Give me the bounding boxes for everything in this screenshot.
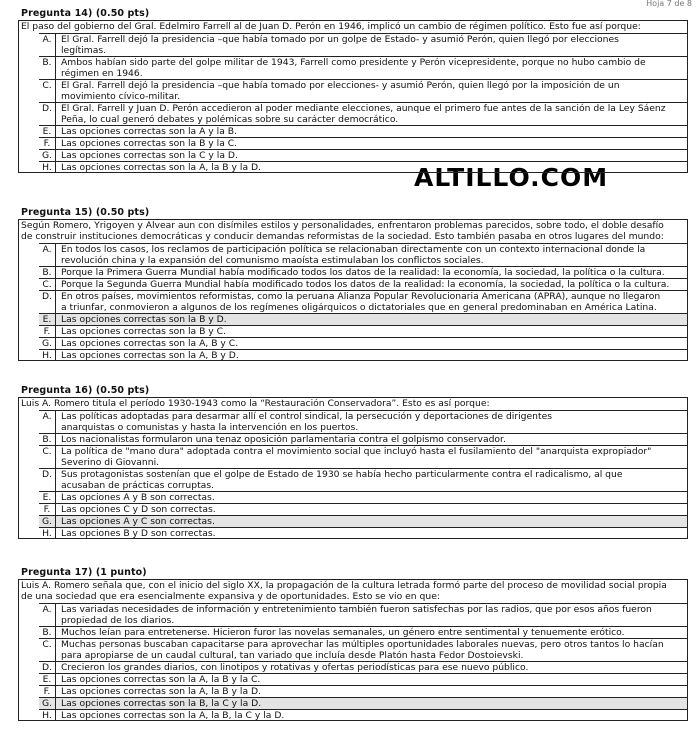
option-letter: D. [39, 469, 56, 491]
question-stem-line: de construir instituciones democráticas y conducir demandas reformistas de la sociedad. Esto también pasaba en otros lugares del mundo: [21, 231, 664, 242]
option-letter: B. [39, 57, 56, 79]
option-letter: H. [39, 710, 56, 721]
question-header: Pregunta 15) (0.50 pts) [21, 207, 150, 218]
option-letter: E. [39, 126, 56, 137]
option-text-line: Porque la Primera Guerra Mundial había modificado todos los datos de la realidad: la economía, la sociedad, la política o la cultura. [61, 267, 665, 278]
option-text-line: Las opciones A y B son correctas. [61, 492, 215, 503]
option-text-line: anarquistas o comunistas y hasta la intervención en los puertos. [61, 422, 359, 433]
option-text-line: Sus protagonistas sostenían que el golpe de Estado de 1930 se había hecho particularmente contra el radicalismo, al que [61, 469, 623, 480]
option-text-line: Ambos habían sido parte del golpe militar de 1943, Farrell como presidente y Perón vicepresidente, porque no hubo cambio de [61, 57, 646, 68]
option-text-line: En todos los casos, los reclamos de participación política se relacionaban directamente con un contexto internacional donde la [61, 244, 646, 255]
option-letter: G. [39, 516, 56, 527]
question-stem-line: El paso del gobierno del Gral. Edelmiro Farrell al de Juan D. Perón en 1946, implicó un cambio de régimen político. Esto fue así porque: [21, 21, 641, 32]
option-text-line: Peña, lo cual generó debates y polémicas sobre su carácter democrático. [61, 114, 399, 125]
option-letter: D. [39, 103, 56, 125]
option-text-line: acusaban de prácticas corruptas. [61, 480, 215, 491]
option-letter: E. [39, 674, 56, 685]
option-letter: D. [39, 291, 56, 313]
option-letter: F. [39, 504, 56, 515]
answer-option[interactable] [39, 661, 687, 673]
option-text-line: Muchos leían para entretenerse. Hicieron furor las novelas semanales, un género entre sentimental y tenuemente erótico. [61, 627, 625, 638]
option-text-line: La política de "mano dura" adoptada contra el movimiento social que incluyó hasta el fusilamiento del "anarquista expropiador" [61, 446, 652, 457]
option-letter: C. [39, 639, 56, 661]
question-header: Pregunta 14) (0.50 pts) [21, 8, 150, 19]
answer-option[interactable] [39, 673, 687, 685]
option-text-line: Porque la Segunda Guerra Mundial había modificado todos los datos de la realidad: la economía, la sociedad, la política o la cultura. [61, 279, 670, 290]
option-text-line: legítimas. [61, 45, 107, 56]
option-text-line: Muchas personas buscaban capacitarse para aprovechar las múltiples oportunidades laborales nuevas, pero otros tantos lo hacían [61, 639, 664, 650]
answer-option[interactable] [39, 325, 687, 337]
option-text-line: Las opciones correctas son la C y la D. [61, 150, 238, 161]
question-header: Pregunta 17) (1 punto) [21, 567, 147, 578]
answer-option[interactable] [39, 515, 687, 527]
option-letter: B. [39, 434, 56, 445]
option-letter: C. [39, 446, 56, 468]
option-text-line: El Gral. Farrell dejó la presidencia –que había tomado por elecciones- y asumió Perón, quien llegó por la imposición de un [61, 80, 620, 91]
option-text-line: Las opciones correctas son la A y la B. [61, 126, 237, 137]
question-table [18, 20, 688, 173]
option-text-line: Las opciones correctas son la A, la B y la D. [61, 686, 261, 697]
option-letter: F. [39, 326, 56, 337]
option-text-line: a triunfar, conmovieron a algunos de los regímenes oligárquicos o dictatoriales que en general predominaban en América Latina. [61, 302, 657, 313]
option-text-line: Las opciones correctas son la A, la B y la D. [61, 162, 261, 173]
option-letter: F. [39, 138, 56, 149]
option-letter: G. [39, 698, 56, 709]
option-text-line: Las opciones correctas son la A, B y C. [61, 338, 239, 349]
option-letter: D. [39, 662, 56, 673]
option-letter: A. [39, 244, 56, 266]
option-text-line: Las opciones B y D son correctas. [61, 528, 216, 539]
option-letter: B. [39, 627, 56, 638]
answer-option[interactable] [39, 445, 687, 468]
answer-option[interactable] [39, 410, 687, 433]
answer-option[interactable] [39, 33, 687, 56]
option-text-line: Crecieron los grandes diarios, con linotipos y rotativas y ofertas periodísticas para ese nuevo público. [61, 662, 529, 673]
option-letter: C. [39, 279, 56, 290]
option-text-line: El Gral. Farrell dejó la presidencia –que había tomado por un golpe de Estado- y asumió Perón, quien llegó por elecciones [61, 34, 619, 45]
question-header: Pregunta 16) (0.50 pts) [21, 385, 150, 396]
option-letter: G. [39, 338, 56, 349]
option-text-line: Severino di Giovanni. [61, 457, 160, 468]
option-text-line: Las opciones correctas son la A, la B y la C. [61, 674, 261, 685]
question-stem-line: Luis A. Romero señala que, con el inicio del siglo XX, la propagación de la cultura letrada formó parte del proceso de movilidad social propia [21, 580, 667, 591]
answer-option[interactable] [39, 491, 687, 503]
answer-option[interactable] [39, 266, 687, 278]
answer-option[interactable] [39, 243, 687, 266]
option-text-line: movimiento cívico-militar. [61, 91, 181, 102]
answer-option[interactable] [39, 290, 687, 313]
answer-option[interactable] [39, 161, 687, 173]
answer-option[interactable] [39, 337, 687, 349]
option-text-line: Las opciones correctas son la B y C. [61, 326, 226, 337]
option-letter: H. [39, 350, 56, 361]
option-text-line: Las opciones correctas son la A, B y D. [61, 350, 239, 361]
option-letter: A. [39, 604, 56, 626]
answer-option[interactable] [39, 626, 687, 638]
answer-option[interactable] [39, 709, 687, 721]
question-stem-line: de una sociedad que era esencialmente expansiva y de oportunidades. Esto se vio en que: [21, 591, 440, 602]
option-text-line: Las opciones C y D son correctas. [61, 504, 216, 515]
option-letter: A. [39, 411, 56, 433]
question-stem-line: Según Romero, Yrigoyen y Alvear aun con disímiles estilos y personalidades, enfrentaron problemas parecidos, sobre todo, el doble desafío [21, 220, 664, 231]
option-text-line: Las opciones correctas son la B y D. [61, 314, 227, 325]
answer-option[interactable] [39, 79, 687, 102]
option-text-line: Las opciones A y C son correctas. [61, 516, 215, 527]
option-text-line: Las opciones correctas son la B y la C. [61, 138, 238, 149]
answer-option[interactable] [39, 433, 687, 445]
option-letter: H. [39, 162, 56, 173]
option-text-line: Los nacionalistas formularon una tenaz oposición parlamentaria contra el golpismo conservador. [61, 434, 506, 445]
option-letter: B. [39, 267, 56, 278]
answer-option[interactable] [39, 468, 687, 491]
answer-option[interactable] [39, 137, 687, 149]
question-table [18, 219, 688, 361]
option-text-line: para apropiarse de un caudal cultural, tan variado que incluía desde Platón hasta Fedor Dostoievski. [61, 650, 524, 661]
option-text-line: Las opciones correctas son la A, la B, la C y la D. [61, 710, 285, 721]
option-text-line: revolución china y la expansión del comunismo maoísta estimulaban los conflictos sociales. [61, 255, 484, 266]
option-letter: G. [39, 150, 56, 161]
page-number: Hoja 7 de 8 [646, 0, 692, 8]
option-letter: E. [39, 492, 56, 503]
option-letter: F. [39, 686, 56, 697]
answer-option[interactable] [39, 56, 687, 79]
option-text-line: En otros países, movimientos reformistas, como la peruana Alianza Popular Revolucionaria Americana (APRA), aunque no llegaron [61, 291, 661, 302]
watermark-logo: ALTILLO.COM [414, 163, 609, 192]
answer-option[interactable] [39, 278, 687, 290]
question-table [18, 397, 688, 539]
answer-option[interactable] [39, 685, 687, 697]
option-letter: C. [39, 80, 56, 102]
option-text-line: Las políticas adoptadas para desarmar allí el control sindical, la persecución y deportaciones de dirigentes [61, 411, 553, 422]
question-stem-line: Luis A. Romero titula el período 1930-1943 como la “Restauración Conservadora”. Esto es así porque: [21, 398, 490, 409]
answer-option[interactable] [39, 125, 687, 137]
answer-option[interactable] [39, 527, 687, 539]
option-letter: A. [39, 34, 56, 56]
option-text-line: Las variadas necesidades de información y entretenimiento también fueron satisfechas por las radios, que por esos años fueron [61, 604, 652, 615]
question-table [18, 579, 688, 721]
answer-option[interactable] [39, 697, 687, 709]
answer-option[interactable] [39, 149, 687, 161]
answer-option[interactable] [39, 313, 687, 325]
answer-option[interactable] [39, 603, 687, 626]
answer-option[interactable] [39, 638, 687, 661]
option-text-line: El Gral. Farrell y Juan D. Perón accedieron al poder mediante elecciones, aunque el primero fue antes de la sanción de la Ley Sáenz [61, 103, 666, 114]
answer-option[interactable] [39, 349, 687, 361]
option-letter: H. [39, 528, 56, 539]
option-text-line: régimen en 1946. [61, 68, 143, 79]
option-letter: E. [39, 314, 56, 325]
answer-option[interactable] [39, 102, 687, 125]
option-text-line: Las opciones correctas son la B, la C y la D. [61, 698, 262, 709]
option-text-line: propiedad de los diarios. [61, 615, 175, 626]
answer-option[interactable] [39, 503, 687, 515]
